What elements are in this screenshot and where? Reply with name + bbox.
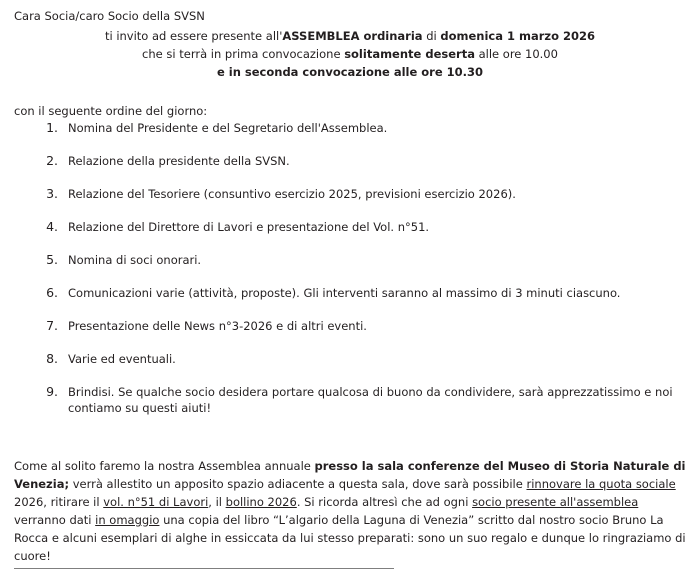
closing-text-1: Come al solito faremo la nostra Assemblea annuale: [14, 459, 315, 473]
list-item: 5. Nomina di soci onorari.: [62, 252, 700, 269]
closing-link-volume: vol. n°51 di Lavori: [103, 494, 209, 509]
invitation-block: [14, 28, 686, 81]
invitation-second-call: e in seconda convocazione alle ore 10.30: [216, 64, 484, 79]
invitation-line-2-pre: che si terrà in prima convocazione: [142, 46, 345, 61]
greeting-line: Cara Socia/caro Socio della SVSN: [14, 9, 205, 23]
invitation-line-1: [14, 28, 686, 46]
invitation-assembly-label: ASSEMBLEA ordinaria: [282, 29, 423, 43]
closing-text-6: verranno dati: [14, 512, 96, 527]
agenda-list: [36, 120, 700, 433]
invitation-first-call-note: solitamente deserta: [344, 46, 475, 61]
list-item: 6. Comunicazioni varie (attività, proposte). Gli interventi saranno al massimo di 3 minuti ciascuno.: [62, 285, 700, 302]
invitation-line-1-pre: ti invito ad essere presente all': [104, 29, 283, 43]
list-item: 8. Varie ed eventuali.: [62, 351, 700, 368]
list-item: 3. Relazione del Tesoriere (consuntivo esercizio 2025, previsioni esercizio 2026).: [62, 186, 700, 203]
invitation-line-2: [14, 46, 686, 64]
closing-paragraph: [14, 458, 686, 566]
closing-text-3: 2026, ritirare il: [14, 494, 104, 509]
closing-link-attendee: socio presente all'assemblea: [472, 494, 639, 509]
list-item: 9. Brindisi. Se qualche socio desidera portare qualcosa di buono da condividere, sarà apprezzatissimo e noi contiamo su questi aiuti!: [62, 384, 700, 416]
invitation-date: domenica 1 marzo 2026: [440, 29, 596, 43]
list-item: 1. Nomina del Presidente e del Segretario dell'Assemblea.: [62, 120, 700, 137]
closing-venue: presso la sala conferenze del Museo di Storia Naturale di Venezia;: [14, 459, 686, 491]
invitation-line-2-post: alle ore 10.00: [474, 46, 558, 61]
agenda-intro: con il seguente ordine del giorno:: [14, 104, 208, 118]
footer-divider: [14, 568, 394, 569]
list-item: 4. Relazione del Direttore di Lavori e presentazione del Vol. n°51.: [62, 219, 700, 236]
list-item: 2. Relazione della presidente della SVSN.: [62, 153, 700, 170]
list-item: 7. Presentazione delle News n°3-2026 e di altri eventi.: [62, 318, 700, 335]
closing-text-4: , il: [208, 494, 226, 509]
closing-link-bollino: bollino 2026: [225, 494, 297, 509]
closing-text-7: una copia del libro “L’algario della Laguna di Venezia” scritto dal nostro socio Bruno La Rocca e alcuni esemplari di alghe in essiccata da lui stesso preparati: sono un suo regalo e dunque lo ringraziamo di cuore!: [14, 512, 686, 563]
closing-link-gift: in omaggio: [95, 512, 160, 527]
closing-text-2: verrà allestito un apposito spazio adiacente a questa sala, dove sarà possibile: [69, 476, 527, 491]
closing-link-membership: rinnovare la quota sociale: [526, 476, 676, 491]
invitation-line-3: [14, 64, 686, 82]
invitation-line-1-mid: di: [422, 29, 441, 43]
closing-text-5: . Si ricorda altresì che ad ogni: [296, 494, 473, 509]
